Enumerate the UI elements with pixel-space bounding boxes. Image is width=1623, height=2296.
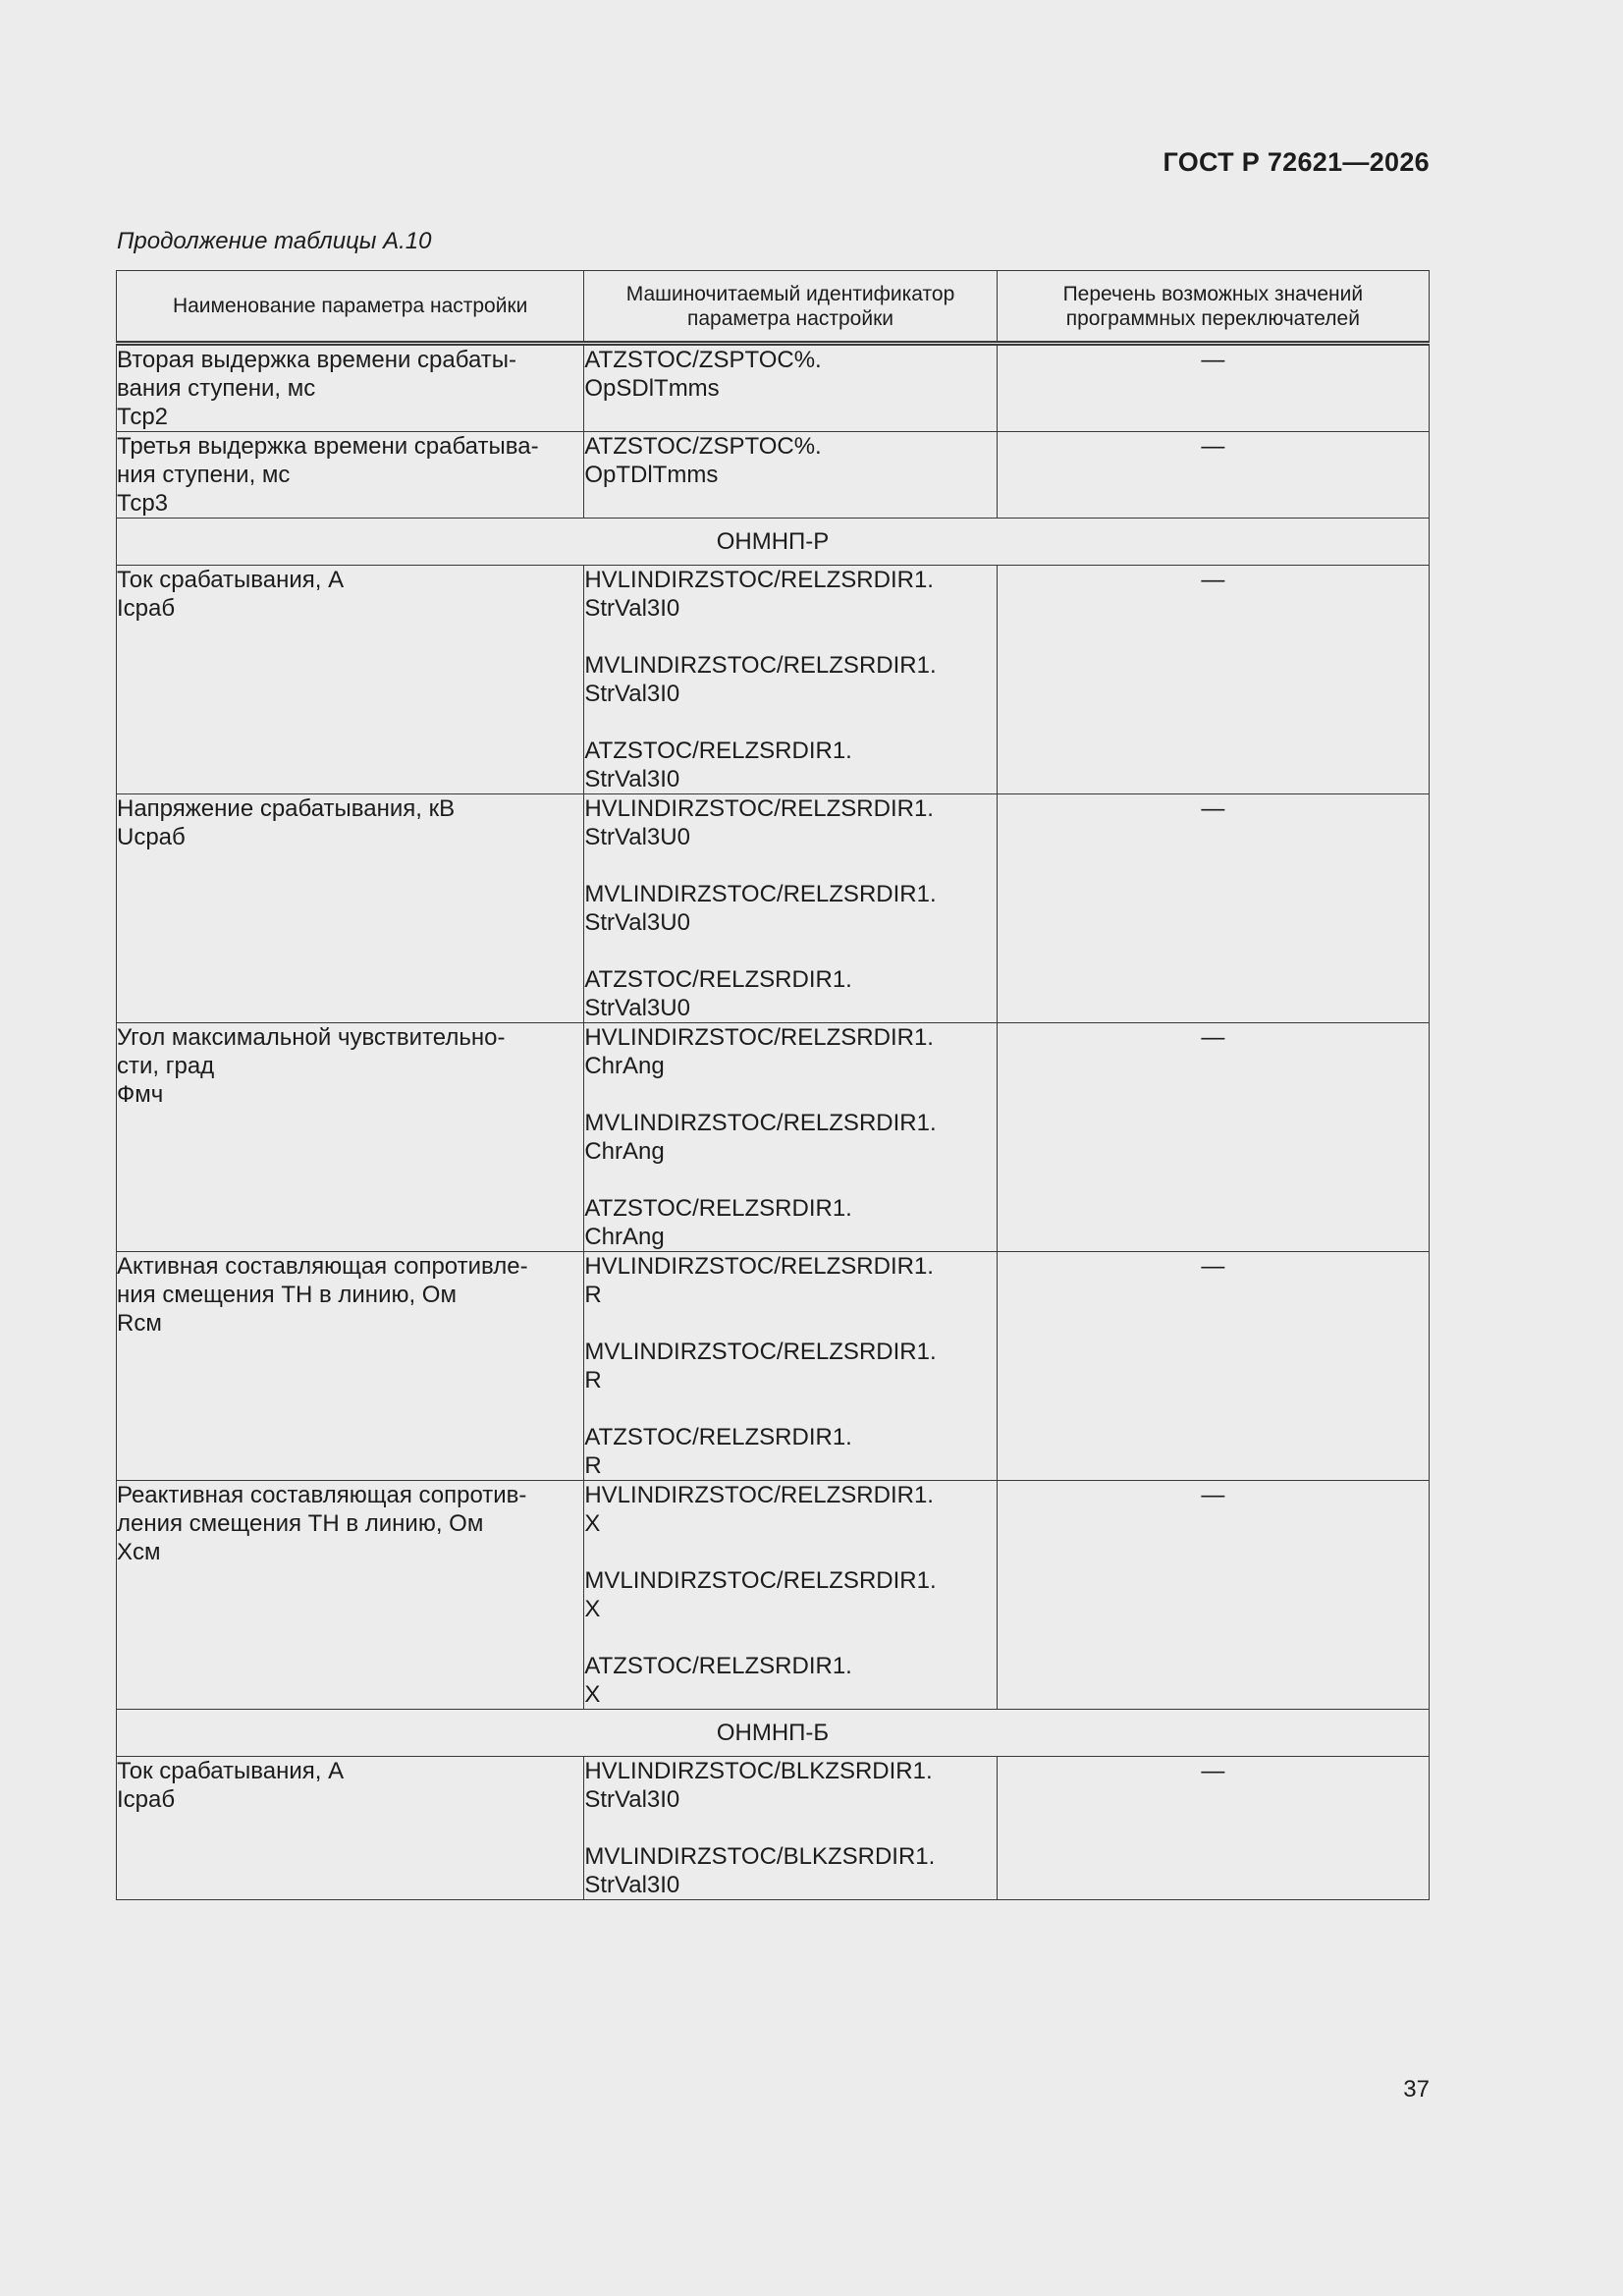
identifier-cell xyxy=(584,432,997,519)
possible-values-cell: — xyxy=(997,1023,1429,1252)
identifier-line: ATZSTOC/RELZSRDIR1. xyxy=(584,1653,852,1679)
section-row xyxy=(117,519,1430,566)
identifier-line: StrVal3I0 xyxy=(584,681,680,707)
identifier-line: HVLINDIRZSTOC/RELZSRDIR1. xyxy=(584,567,934,593)
identifier-block xyxy=(584,1566,996,1623)
section-label: ОНМНП-Р xyxy=(117,519,1430,566)
identifier-block xyxy=(584,1194,996,1251)
identifier-line: R xyxy=(584,1452,602,1479)
possible-values-cell: — xyxy=(997,432,1429,519)
identifier-line: R xyxy=(584,1367,602,1394)
identifier-line: StrVal3U0 xyxy=(584,824,690,850)
identifier-line: StrVal3U0 xyxy=(584,995,690,1021)
identifier-line: HVLINDIRZSTOC/RELZSRDIR1. xyxy=(584,1253,934,1280)
identifier-block xyxy=(584,566,996,623)
parameters-table xyxy=(116,270,1430,1900)
parameter-name-line: Третья выдержка времени срабатыва- xyxy=(117,433,539,460)
identifier-line: StrVal3I0 xyxy=(584,595,680,622)
parameter-name-cell xyxy=(117,566,584,794)
identifier-line: ATZSTOC/RELZSRDIR1. xyxy=(584,1195,852,1222)
identifier-line: HVLINDIRZSTOC/RELZSRDIR1. xyxy=(584,795,934,822)
parameter-name-line: ления смещения ТН в линию, Ом xyxy=(117,1510,484,1537)
identifier-block xyxy=(584,1757,996,1814)
parameter-name-line: ния ступени, мс xyxy=(117,462,291,488)
possible-values-cell: — xyxy=(997,1757,1429,1900)
identifier-line: ATZSTOC/RELZSRDIR1. xyxy=(584,1424,852,1450)
identifier-block xyxy=(584,651,996,708)
table-row xyxy=(117,1023,1430,1252)
identifier-line: StrVal3I0 xyxy=(584,766,680,793)
parameter-name-cell xyxy=(117,1252,584,1481)
header-machine-identifier: Машиночитаемый идентификатор параметра настройки xyxy=(584,271,997,344)
identifier-line: X xyxy=(584,1681,601,1708)
parameter-name-cell xyxy=(117,344,584,432)
identifier-line: ChrAng xyxy=(584,1224,665,1250)
identifier-line: R xyxy=(584,1282,602,1308)
parameter-name-line: Uсраб xyxy=(117,824,186,850)
identifier-line: ATZSTOC/ZSPTOC%. xyxy=(584,433,822,460)
identifier-line: OpTDlTmms xyxy=(584,462,719,488)
table-row xyxy=(117,1757,1430,1900)
identifier-line: MVLINDIRZSTOC/RELZSRDIR1. xyxy=(584,1110,937,1136)
table-row xyxy=(117,1252,1430,1481)
parameter-name-line: Iсраб xyxy=(117,1786,176,1813)
identifier-cell xyxy=(584,1757,997,1900)
identifier-line: ChrAng xyxy=(584,1138,665,1165)
parameter-name-cell xyxy=(117,794,584,1023)
identifier-block xyxy=(584,1252,996,1309)
identifier-line: ATZSTOC/RELZSRDIR1. xyxy=(584,966,852,993)
identifier-line: MVLINDIRZSTOC/BLKZSRDIR1. xyxy=(584,1843,936,1870)
possible-values-cell: — xyxy=(997,344,1429,432)
identifier-line: X xyxy=(584,1596,601,1622)
section-row xyxy=(117,1710,1430,1757)
table-header xyxy=(117,271,1430,344)
identifier-block xyxy=(584,432,996,489)
identifier-line: MVLINDIRZSTOC/RELZSRDIR1. xyxy=(584,881,937,907)
identifier-block xyxy=(584,1109,996,1166)
possible-values-cell: — xyxy=(997,794,1429,1023)
identifier-line: MVLINDIRZSTOC/RELZSRDIR1. xyxy=(584,1567,937,1594)
page-number: 37 xyxy=(1403,2076,1430,2103)
identifier-block xyxy=(584,1423,996,1480)
header-possible-values: Перечень возможных значений программных переключателей xyxy=(997,271,1429,344)
identifier-line: HVLINDIRZSTOC/RELZSRDIR1. xyxy=(584,1482,934,1508)
identifier-block xyxy=(584,346,996,403)
header-row xyxy=(117,271,1430,344)
parameter-name-cell xyxy=(117,1757,584,1900)
table-body xyxy=(117,344,1430,1900)
table-row xyxy=(117,432,1430,519)
parameter-name-line: ния смещения ТН в линию, Ом xyxy=(117,1282,457,1308)
identifier-line: StrVal3I0 xyxy=(584,1786,680,1813)
identifier-line: ATZSTOC/ZSPTOC%. xyxy=(584,347,822,373)
parameter-name-line: Напряжение срабатывания, кВ xyxy=(117,795,456,822)
identifier-line: MVLINDIRZSTOC/RELZSRDIR1. xyxy=(584,1339,937,1365)
identifier-block xyxy=(584,1842,996,1899)
parameter-name-line: Вторая выдержка времени срабаты- xyxy=(117,347,517,373)
parameter-name-line: Реактивная составляющая сопротив- xyxy=(117,1482,527,1508)
table-caption: Продолжение таблицы А.10 xyxy=(117,228,432,254)
identifier-line: HVLINDIRZSTOC/RELZSRDIR1. xyxy=(584,1024,934,1051)
table-row xyxy=(117,1481,1430,1710)
parameter-name-line: Тср3 xyxy=(117,490,169,517)
parameter-name-line: Rсм xyxy=(117,1310,162,1337)
parameter-name-line: Ток срабатывания, А xyxy=(117,567,345,593)
identifier-block xyxy=(584,737,996,793)
identifier-line: ATZSTOC/RELZSRDIR1. xyxy=(584,738,852,764)
identifier-cell xyxy=(584,1481,997,1710)
parameter-name-cell xyxy=(117,1023,584,1252)
identifier-block xyxy=(584,1481,996,1538)
identifier-block xyxy=(584,965,996,1022)
identifier-line: StrVal3I0 xyxy=(584,1872,680,1898)
identifier-cell xyxy=(584,1252,997,1481)
table-row xyxy=(117,566,1430,794)
identifier-line: MVLINDIRZSTOC/RELZSRDIR1. xyxy=(584,652,937,679)
parameter-name-line: Активная составляющая сопротивле- xyxy=(117,1253,528,1280)
identifier-block xyxy=(584,1023,996,1080)
identifier-cell xyxy=(584,794,997,1023)
parameter-name-cell xyxy=(117,432,584,519)
parameter-name-line: сти, град xyxy=(117,1053,215,1079)
section-label: ОНМНП-Б xyxy=(117,1710,1430,1757)
identifier-line: ChrAng xyxy=(584,1053,665,1079)
identifier-block xyxy=(584,880,996,937)
parameter-name-line: Угол максимальной чувствительно- xyxy=(117,1024,506,1051)
identifier-line: X xyxy=(584,1510,601,1537)
parameter-name-line: Фмч xyxy=(117,1081,164,1108)
parameter-name-line: Xсм xyxy=(117,1539,161,1565)
possible-values-cell: — xyxy=(997,1481,1429,1710)
identifier-cell xyxy=(584,566,997,794)
table-row xyxy=(117,794,1430,1023)
possible-values-cell: — xyxy=(997,1252,1429,1481)
parameter-name-line: Iсраб xyxy=(117,595,176,622)
identifier-block xyxy=(584,1338,996,1394)
identifier-line: OpSDlTmms xyxy=(584,375,720,402)
parameter-name-cell xyxy=(117,1481,584,1710)
header-parameter-name: Наименование параметра настройки xyxy=(117,271,584,344)
identifier-cell xyxy=(584,344,997,432)
parameter-name-line: вания ступени, мс xyxy=(117,375,316,402)
parameter-name-line: Тср2 xyxy=(117,404,169,430)
parameter-name-line: Ток срабатывания, А xyxy=(117,1758,345,1784)
identifier-cell xyxy=(584,1023,997,1252)
identifier-line: HVLINDIRZSTOC/BLKZSRDIR1. xyxy=(584,1758,933,1784)
possible-values-cell: — xyxy=(997,566,1429,794)
document-code: ГОСТ Р 72621—2026 xyxy=(1163,147,1430,177)
table-row xyxy=(117,344,1430,432)
identifier-block xyxy=(584,1652,996,1709)
identifier-line: StrVal3U0 xyxy=(584,909,690,936)
identifier-block xyxy=(584,794,996,851)
